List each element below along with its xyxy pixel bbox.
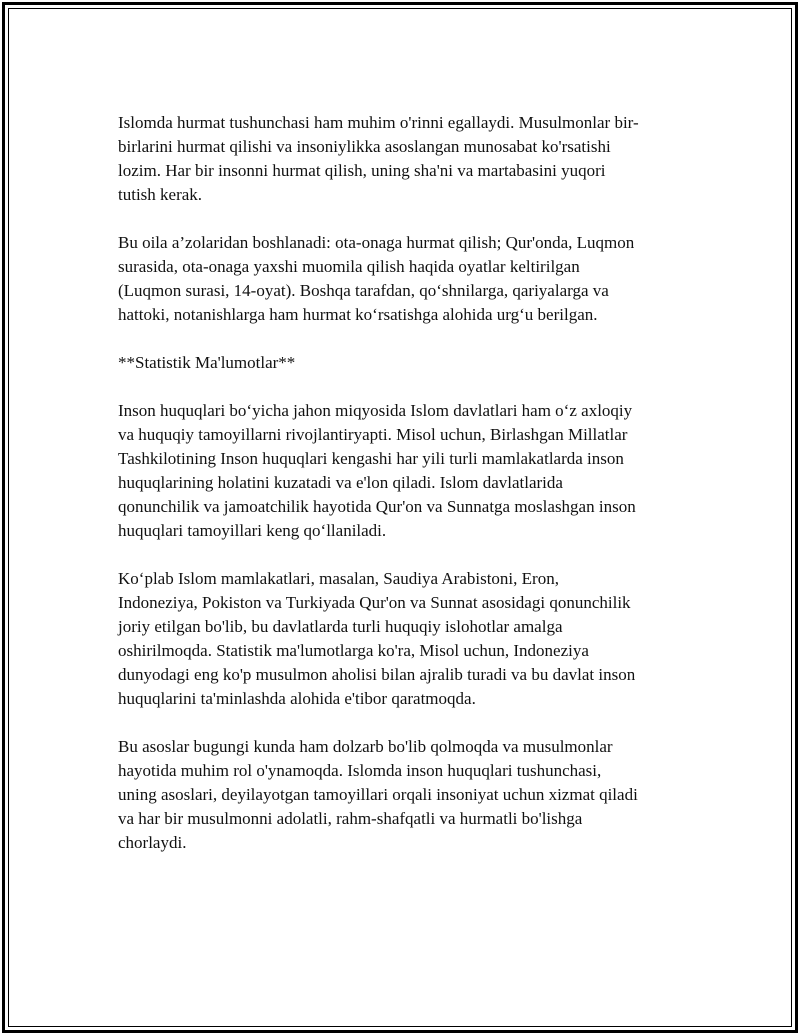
text-line: huquqlarini ta'minlashda alohida e'tibor qaratmoqda. <box>118 689 476 708</box>
paragraph-human-rights <box>118 399 698 543</box>
text-line: huquqlarining holatini kuzatadi va e'lon qiladi. Islom davlatlarida <box>118 473 563 492</box>
text-line: chorlaydi. <box>118 833 187 852</box>
text-line: surasida, ota-onaga yaxshi muomila qilish haqida oyatlar keltirilgan <box>118 257 580 276</box>
text-line: Bu asoslar bugungi kunda ham dolzarb bo'lib qolmoqda va musulmonlar <box>118 737 613 756</box>
text-line: Tashkilotining Inson huquqlari kengashi har yili turli mamlakatlarda inson <box>118 449 624 468</box>
paragraph-countries <box>118 567 698 711</box>
text-line: Islomda hurmat tushunchasi ham muhim o'rinni egallaydi. Musulmonlar bir- <box>118 113 639 132</box>
text-line: Inson huquqlari bo‘yicha jahon miqyosida Islom davlatlari ham o‘z axloqiy <box>118 401 633 420</box>
text-line: uning asoslari, deyilayotgan tamoyillari orqali insoniyat uchun xizmat qiladi <box>118 785 638 804</box>
text-line: qonunchilik va jamoatchilik hayotida Qur'on va Sunnatga moslashgan inson <box>118 497 636 516</box>
text-line: oshirilmoqda. Statistik ma'lumotlarga ko'ra, Misol uchun, Indoneziya <box>118 641 589 660</box>
text-line: joriy etilgan bo'lib, bu davlatlarda turli huquqiy islohotlar amalga <box>118 617 563 636</box>
text-line: Ko‘plab Islom mamlakatlari, masalan, Saudiya Arabistoni, Eron, <box>118 569 559 588</box>
text-line: lozim. Har bir insonni hurmat qilish, uning sha'ni va martabasini yuqori <box>118 161 606 180</box>
text-line: va har bir musulmonni adolatli, rahm-shafqatli va hurmatli bo'lishga <box>118 809 583 828</box>
section-heading-statistics <box>118 351 698 375</box>
paragraph-family <box>118 231 698 327</box>
text-line: birlarini hurmat qilishi va insoniylikka asoslangan munosabat ko'rsatishi <box>118 137 611 156</box>
document-body <box>118 111 698 879</box>
text-line: tutish kerak. <box>118 185 203 204</box>
paragraph-respect <box>118 111 698 207</box>
text-line: hattoki, notanishlarga ham hurmat ko‘rsatishga alohida urg‘u berilgan. <box>118 305 598 324</box>
paragraph-conclusion <box>118 735 698 855</box>
text-line: va huquqiy tamoyillarni rivojlantiryapti. Misol uchun, Birlashgan Millatlar <box>118 425 628 444</box>
heading-line: **Statistik Ma'lumotlar** <box>118 353 296 372</box>
text-line: Bu oila a’zolaridan boshlanadi: ota-onaga hurmat qilish; Qur'onda, Luqmon <box>118 233 635 252</box>
text-line: Indoneziya, Pokiston va Turkiyada Qur'on va Sunnat asosidagi qonunchilik <box>118 593 631 612</box>
text-line: (Luqmon surasi, 14-oyat). Boshqa tarafdan, qo‘shnilarga, qariyalarga va <box>118 281 609 300</box>
text-line: huquqlari tamoyillari keng qo‘llaniladi. <box>118 521 387 540</box>
text-line: dunyodagi eng ko'p musulmon aholisi bilan ajralib turadi va bu davlat inson <box>118 665 636 684</box>
text-line: hayotida muhim rol o'ynamoqda. Islomda inson huquqlari tushunchasi, <box>118 761 602 780</box>
